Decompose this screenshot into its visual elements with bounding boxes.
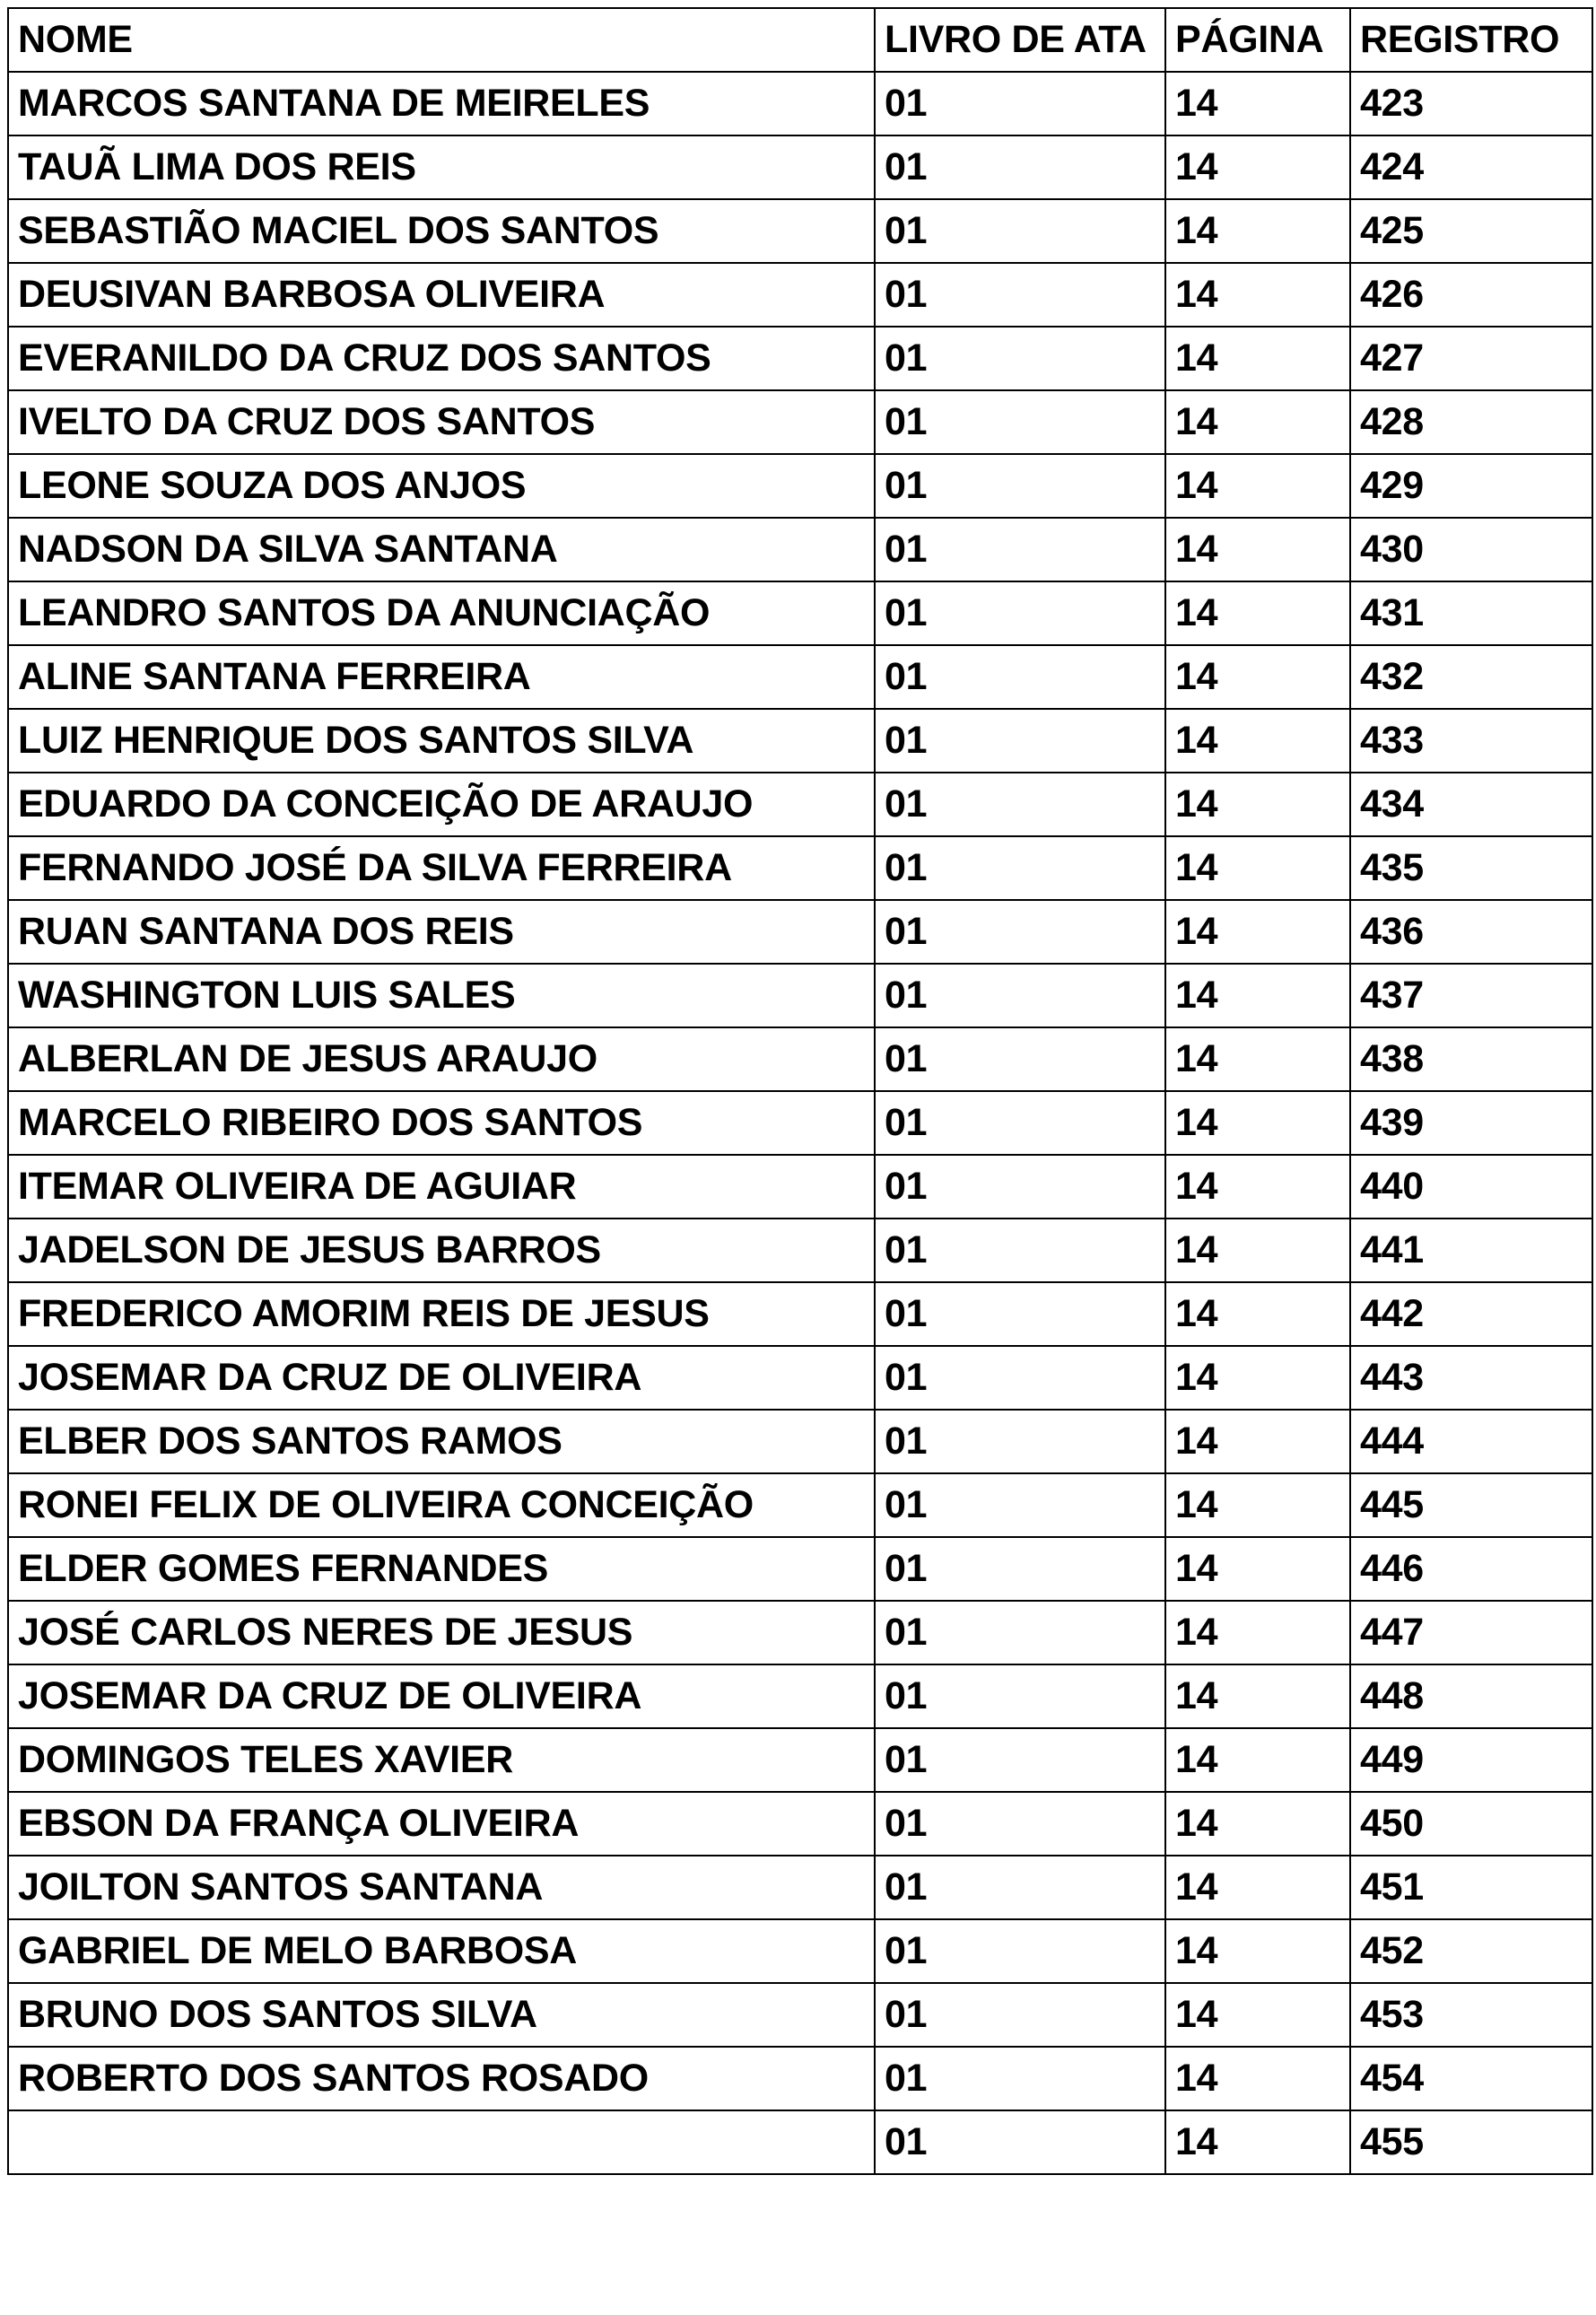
table-row [8,1219,1592,1282]
cell-nome: JOSEMAR DA CRUZ DE OLIVEIRA [8,1346,875,1410]
cell-livro-de-ata: 01 [875,1856,1165,1919]
table-row [8,1410,1592,1473]
cell-nome: ELBER DOS SANTOS RAMOS [8,1410,875,1473]
cell-registro: 423 [1350,72,1592,135]
cell-livro-de-ata: 01 [875,773,1165,836]
cell-nome: MARCELO RIBEIRO DOS SANTOS [8,1091,875,1155]
cell-livro-de-ata: 01 [875,1601,1165,1664]
cell-nome: GABRIEL DE MELO BARBOSA [8,1919,875,1983]
cell-pagina: 14 [1165,327,1350,390]
cell-pagina: 14 [1165,2110,1350,2174]
cell-registro: 437 [1350,964,1592,1027]
cell-nome: FERNANDO JOSÉ DA SILVA FERREIRA [8,836,875,900]
cell-pagina: 14 [1165,1664,1350,1728]
registry-sheet [7,7,1592,2175]
cell-nome: EBSON DA FRANÇA OLIVEIRA [8,1792,875,1856]
cell-livro-de-ata: 01 [875,1728,1165,1792]
cell-livro-de-ata: 01 [875,1027,1165,1091]
column-header-registro: REGISTRO [1350,8,1592,72]
cell-pagina: 14 [1165,581,1350,645]
table-row [8,1091,1592,1155]
cell-livro-de-ata: 01 [875,709,1165,773]
cell-livro-de-ata: 01 [875,836,1165,900]
cell-nome: EVERANILDO DA CRUZ DOS SANTOS [8,327,875,390]
table-row [8,1792,1592,1856]
cell-registro: 426 [1350,263,1592,327]
cell-pagina: 14 [1165,454,1350,518]
cell-pagina: 14 [1165,1027,1350,1091]
cell-livro-de-ata: 01 [875,72,1165,135]
cell-nome: NADSON DA SILVA SANTANA [8,518,875,581]
cell-nome: DOMINGOS TELES XAVIER [8,1728,875,1792]
cell-registro: 435 [1350,836,1592,900]
table-row [8,135,1592,199]
cell-pagina: 14 [1165,72,1350,135]
column-header-nome: NOME [8,8,875,72]
table-row [8,454,1592,518]
cell-livro-de-ata: 01 [875,1219,1165,1282]
cell-registro: 454 [1350,2047,1592,2110]
cell-pagina: 14 [1165,964,1350,1027]
cell-pagina: 14 [1165,1219,1350,1282]
cell-livro-de-ata: 01 [875,1091,1165,1155]
table-row [8,1856,1592,1919]
cell-pagina: 14 [1165,900,1350,964]
cell-pagina: 14 [1165,135,1350,199]
cell-pagina: 14 [1165,1856,1350,1919]
cell-registro: 441 [1350,1219,1592,1282]
cell-registro: 440 [1350,1155,1592,1219]
table-row [8,327,1592,390]
cell-pagina: 14 [1165,199,1350,263]
table-row [8,1728,1592,1792]
cell-registro: 439 [1350,1091,1592,1155]
table-row [8,773,1592,836]
cell-livro-de-ata: 01 [875,1346,1165,1410]
cell-nome [8,2110,875,2174]
cell-pagina: 14 [1165,836,1350,900]
cell-nome: ITEMAR OLIVEIRA DE AGUIAR [8,1155,875,1219]
cell-pagina: 14 [1165,645,1350,709]
cell-registro: 451 [1350,1856,1592,1919]
cell-livro-de-ata: 01 [875,1919,1165,1983]
cell-nome: WASHINGTON LUIS SALES [8,964,875,1027]
cell-nome: DEUSIVAN BARBOSA OLIVEIRA [8,263,875,327]
cell-pagina: 14 [1165,390,1350,454]
table-row [8,645,1592,709]
cell-livro-de-ata: 01 [875,645,1165,709]
cell-nome: ROBERTO DOS SANTOS ROSADO [8,2047,875,2110]
cell-registro: 436 [1350,900,1592,964]
table-row [8,836,1592,900]
table-row [8,199,1592,263]
table-row [8,709,1592,773]
cell-registro: 452 [1350,1919,1592,1983]
cell-registro: 447 [1350,1601,1592,1664]
cell-nome: RONEI FELIX DE OLIVEIRA CONCEIÇÃO [8,1473,875,1537]
cell-pagina: 14 [1165,709,1350,773]
table-body [8,72,1592,2174]
cell-livro-de-ata: 01 [875,1537,1165,1601]
cell-pagina: 14 [1165,1091,1350,1155]
cell-registro: 449 [1350,1728,1592,1792]
table-row [8,2047,1592,2110]
table-row [8,2110,1592,2174]
cell-livro-de-ata: 01 [875,1282,1165,1346]
cell-livro-de-ata: 01 [875,964,1165,1027]
cell-pagina: 14 [1165,2047,1350,2110]
table-row [8,1664,1592,1728]
cell-registro: 453 [1350,1983,1592,2047]
table-row [8,518,1592,581]
table-row [8,1537,1592,1601]
cell-nome: RUAN SANTANA DOS REIS [8,900,875,964]
table-row [8,1919,1592,1983]
cell-pagina: 14 [1165,1919,1350,1983]
cell-livro-de-ata: 01 [875,454,1165,518]
cell-livro-de-ata: 01 [875,390,1165,454]
cell-livro-de-ata: 01 [875,900,1165,964]
cell-nome: TAUÃ LIMA DOS REIS [8,135,875,199]
cell-registro: 428 [1350,390,1592,454]
cell-registro: 445 [1350,1473,1592,1537]
cell-livro-de-ata: 01 [875,1410,1165,1473]
cell-pagina: 14 [1165,263,1350,327]
table-row [8,1027,1592,1091]
cell-registro: 425 [1350,199,1592,263]
cell-nome: ALBERLAN DE JESUS ARAUJO [8,1027,875,1091]
cell-pagina: 14 [1165,1601,1350,1664]
table-header-row [8,8,1592,72]
table-row [8,1983,1592,2047]
cell-nome: ELDER GOMES FERNANDES [8,1537,875,1601]
cell-registro: 431 [1350,581,1592,645]
table-row [8,390,1592,454]
registry-table [7,7,1593,2175]
cell-livro-de-ata: 01 [875,1155,1165,1219]
cell-nome: IVELTO DA CRUZ DOS SANTOS [8,390,875,454]
cell-registro: 424 [1350,135,1592,199]
table-row [8,900,1592,964]
cell-livro-de-ata: 01 [875,263,1165,327]
table-row [8,581,1592,645]
cell-pagina: 14 [1165,1282,1350,1346]
cell-nome: SEBASTIÃO MACIEL DOS SANTOS [8,199,875,263]
cell-registro: 433 [1350,709,1592,773]
cell-registro: 448 [1350,1664,1592,1728]
cell-pagina: 14 [1165,518,1350,581]
cell-registro: 429 [1350,454,1592,518]
cell-nome: JOSEMAR DA CRUZ DE OLIVEIRA [8,1664,875,1728]
cell-registro: 443 [1350,1346,1592,1410]
cell-livro-de-ata: 01 [875,581,1165,645]
cell-registro: 427 [1350,327,1592,390]
cell-nome: JOILTON SANTOS SANTANA [8,1856,875,1919]
cell-livro-de-ata: 01 [875,1664,1165,1728]
cell-livro-de-ata: 01 [875,518,1165,581]
cell-livro-de-ata: 01 [875,2047,1165,2110]
cell-pagina: 14 [1165,1346,1350,1410]
cell-registro: 442 [1350,1282,1592,1346]
cell-livro-de-ata: 01 [875,135,1165,199]
cell-pagina: 14 [1165,1983,1350,2047]
table-row [8,1601,1592,1664]
cell-pagina: 14 [1165,773,1350,836]
cell-nome: LEANDRO SANTOS DA ANUNCIAÇÃO [8,581,875,645]
table-row [8,263,1592,327]
cell-nome: BRUNO DOS SANTOS SILVA [8,1983,875,2047]
cell-nome: LUIZ HENRIQUE DOS SANTOS SILVA [8,709,875,773]
cell-registro: 434 [1350,773,1592,836]
cell-pagina: 14 [1165,1537,1350,1601]
cell-livro-de-ata: 01 [875,1792,1165,1856]
cell-pagina: 14 [1165,1410,1350,1473]
cell-nome: EDUARDO DA CONCEIÇÃO DE ARAUJO [8,773,875,836]
cell-livro-de-ata: 01 [875,1983,1165,2047]
cell-registro: 455 [1350,2110,1592,2174]
cell-registro: 432 [1350,645,1592,709]
cell-livro-de-ata: 01 [875,199,1165,263]
cell-pagina: 14 [1165,1728,1350,1792]
cell-pagina: 14 [1165,1473,1350,1537]
cell-livro-de-ata: 01 [875,1473,1165,1537]
table-row [8,1346,1592,1410]
column-header-pagina: PÁGINA [1165,8,1350,72]
table-row [8,1282,1592,1346]
cell-nome: FREDERICO AMORIM REIS DE JESUS [8,1282,875,1346]
table-row [8,1473,1592,1537]
cell-registro: 444 [1350,1410,1592,1473]
table-row [8,1155,1592,1219]
cell-nome: LEONE SOUZA DOS ANJOS [8,454,875,518]
cell-nome: JOSÉ CARLOS NERES DE JESUS [8,1601,875,1664]
cell-registro: 438 [1350,1027,1592,1091]
cell-registro: 450 [1350,1792,1592,1856]
column-header-livro-de-ata: LIVRO DE ATA [875,8,1165,72]
cell-nome: MARCOS SANTANA DE MEIRELES [8,72,875,135]
table-row [8,72,1592,135]
cell-registro: 446 [1350,1537,1592,1601]
cell-livro-de-ata: 01 [875,327,1165,390]
cell-nome: ALINE SANTANA FERREIRA [8,645,875,709]
cell-nome: JADELSON DE JESUS BARROS [8,1219,875,1282]
cell-livro-de-ata: 01 [875,2110,1165,2174]
cell-pagina: 14 [1165,1792,1350,1856]
cell-pagina: 14 [1165,1155,1350,1219]
table-row [8,964,1592,1027]
cell-registro: 430 [1350,518,1592,581]
